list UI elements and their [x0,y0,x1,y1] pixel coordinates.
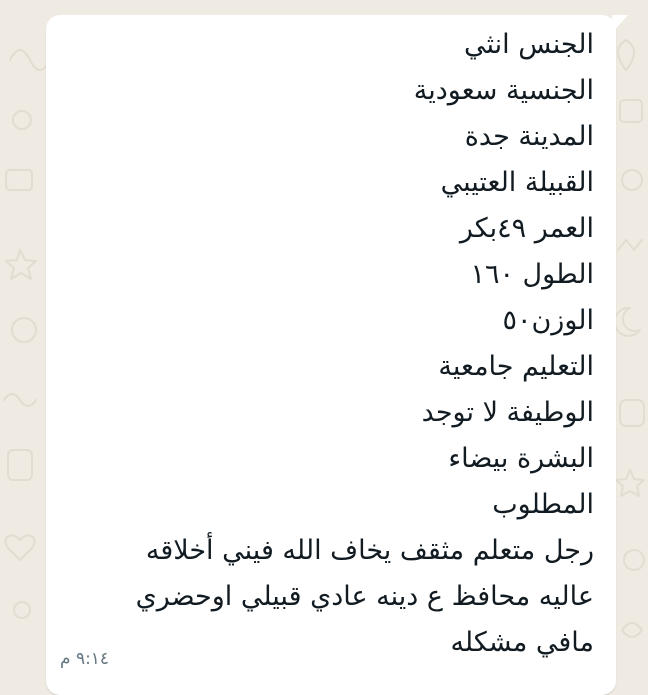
doodle-heart [5,535,34,560]
message-line-requirements-1: رجل متعلم مثقف يخاف الله فيني أخلاقه [145,535,594,566]
message-line-education: التعليم جامعية [438,351,594,382]
message-line-required-heading: المطلوب [492,489,594,520]
message-line-weight: الوزن٥٠ [502,305,594,336]
doodle-circle-right [624,550,644,570]
message-line-nationality: الجنسية سعودية [413,75,594,106]
message-line-height: الطول ١٦٠ [470,259,594,290]
doodle-moon [615,308,640,336]
message-line-gender: الجنس انثي [464,29,594,60]
message-line-city: المدينة جدة [464,121,594,152]
doodle-ring [12,318,36,342]
message-line-age: العمر ٤٩بكر [459,213,594,244]
doodle-frame [620,400,644,426]
doodle-leaf [618,40,634,70]
doodle-box [6,170,32,190]
doodle-scribble [10,50,50,70]
message-bubble-tail [612,15,628,33]
message-timestamp: ٩:١٤ م [60,649,110,669]
message-line-requirements-3: مافي مشكله [450,627,594,658]
doodle-star-right [616,470,644,496]
doodle-dot-ring [14,602,30,618]
doodle-card [8,450,32,480]
doodle-balloon [622,170,642,190]
doodle-circle [13,111,31,129]
doodle-curl [622,623,642,637]
message-text [60,22,594,666]
doodle-wave [4,394,36,406]
doodle-zigzag [618,240,642,250]
message-line-skin: البشرة بيضاء [448,443,594,474]
message-line-tribe: القبيلة العتيبي [440,167,594,198]
doodle-gift [620,100,642,122]
doodle-star [6,250,36,279]
message-line-requirements-2: عاليه محافظ ع دينه عادي قبيلي اوحضري [135,581,594,612]
message-line-job: الوطيفة لا توجد [421,397,594,428]
